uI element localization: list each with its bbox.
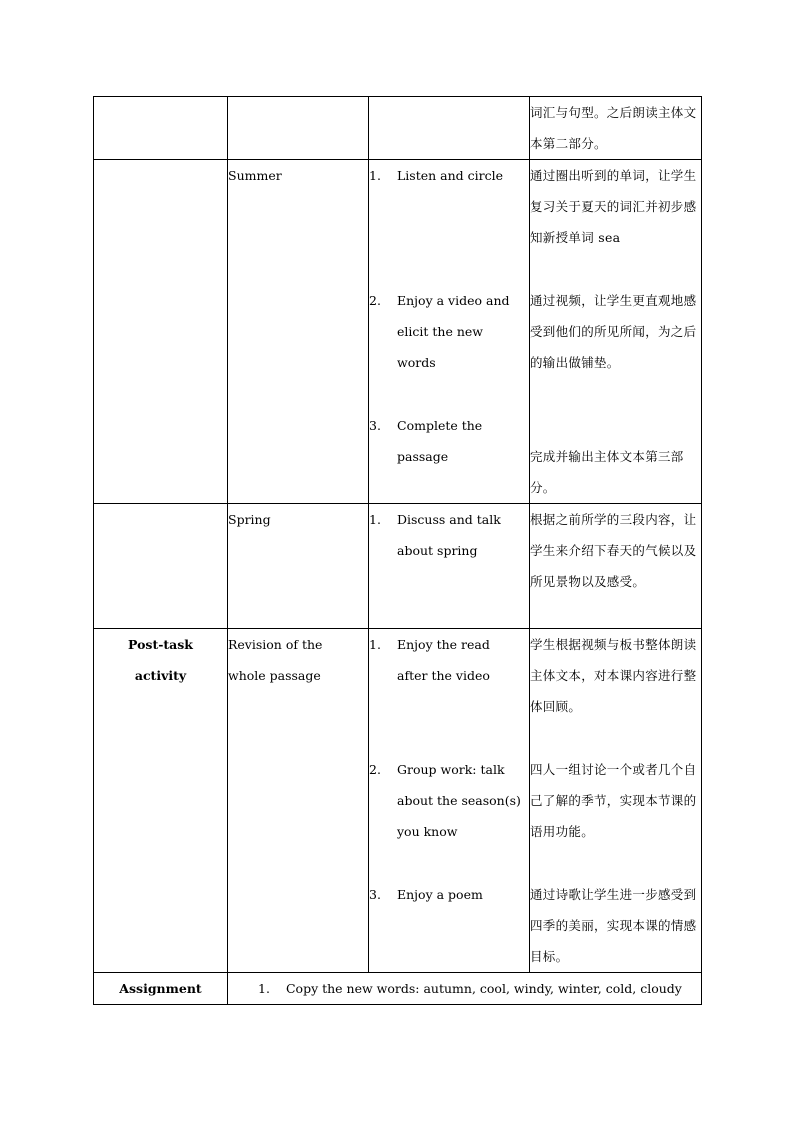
- notes-cell: [530, 160, 702, 504]
- table-row: [94, 504, 702, 629]
- topic-cell: [228, 629, 369, 973]
- notes-cell: [530, 97, 702, 160]
- note-text: 通过视频，让学生更直观地感受到他们的所见所闻，为之后的输出做铺垫。: [530, 293, 697, 370]
- step-item: 3. Complete the passage: [369, 418, 483, 464]
- step-item: 2. Group work: talk about the season(s) you know: [369, 762, 521, 839]
- table-row: [94, 973, 702, 1005]
- assignment-item: 1. Copy the new words: autumn, cool, windy, winter, cold, cloudy: [258, 981, 682, 996]
- step-item: 1. Listen and circle: [369, 168, 504, 183]
- topic-label: Spring: [228, 512, 271, 527]
- stage-cell: [94, 629, 228, 973]
- stage-cell: [94, 160, 228, 504]
- table-row: [94, 97, 702, 160]
- topic-label: Summer: [228, 168, 282, 183]
- note-text: 完成并输出主体文本第三部分。: [530, 449, 684, 495]
- steps-cell: [369, 160, 530, 504]
- stage-cell: [94, 973, 228, 1005]
- steps-cell: [369, 97, 530, 160]
- stage-cell: [94, 97, 228, 160]
- steps-cell: [369, 629, 530, 973]
- note-text: 根据之前所学的三段内容，让学生来介绍下春天的气候以及所见景物以及感受。: [530, 512, 697, 589]
- step-item: 3. Enjoy a poem: [369, 887, 483, 902]
- stage-label: Post-task: [128, 637, 193, 652]
- stage-label: Assignment: [119, 981, 202, 996]
- stage-label: activity: [134, 668, 187, 683]
- notes-cell: [530, 629, 702, 973]
- note-text: 学生根据视频与板书整体朗读主体文本，对本课内容进行整体回顾。: [530, 637, 697, 714]
- topic-cell: [228, 504, 369, 629]
- step-item: 1. Enjoy the read after the video: [369, 637, 490, 683]
- step-item: 2. Enjoy a video and elicit the new words: [369, 293, 510, 370]
- assignment-cell: [228, 973, 702, 1005]
- lesson-plan-table: [93, 96, 702, 1005]
- note-text: 通过圈出听到的单词，让学生复习关于夏天的词汇并初步感知新授单词 sea: [530, 168, 697, 245]
- note-text: 通过诗歌让学生进一步感受到四季的美丽，实现本课的情感目标。: [530, 887, 697, 964]
- topic-cell: [228, 97, 369, 160]
- table-row: [94, 160, 702, 504]
- note-text: 四人一组讨论一个或者几个自己了解的季节，实现本节课的语用功能。: [530, 762, 697, 839]
- notes-cell: [530, 504, 702, 629]
- note-text: 词汇与句型。之后朗读主体文本第二部分。: [530, 105, 697, 151]
- topic-label: Revision of the whole passage: [228, 637, 323, 683]
- steps-cell: [369, 504, 530, 629]
- step-item: 1. Discuss and talk about spring: [369, 512, 501, 558]
- stage-cell: [94, 504, 228, 629]
- table-row: [94, 629, 702, 973]
- topic-cell: [228, 160, 369, 504]
